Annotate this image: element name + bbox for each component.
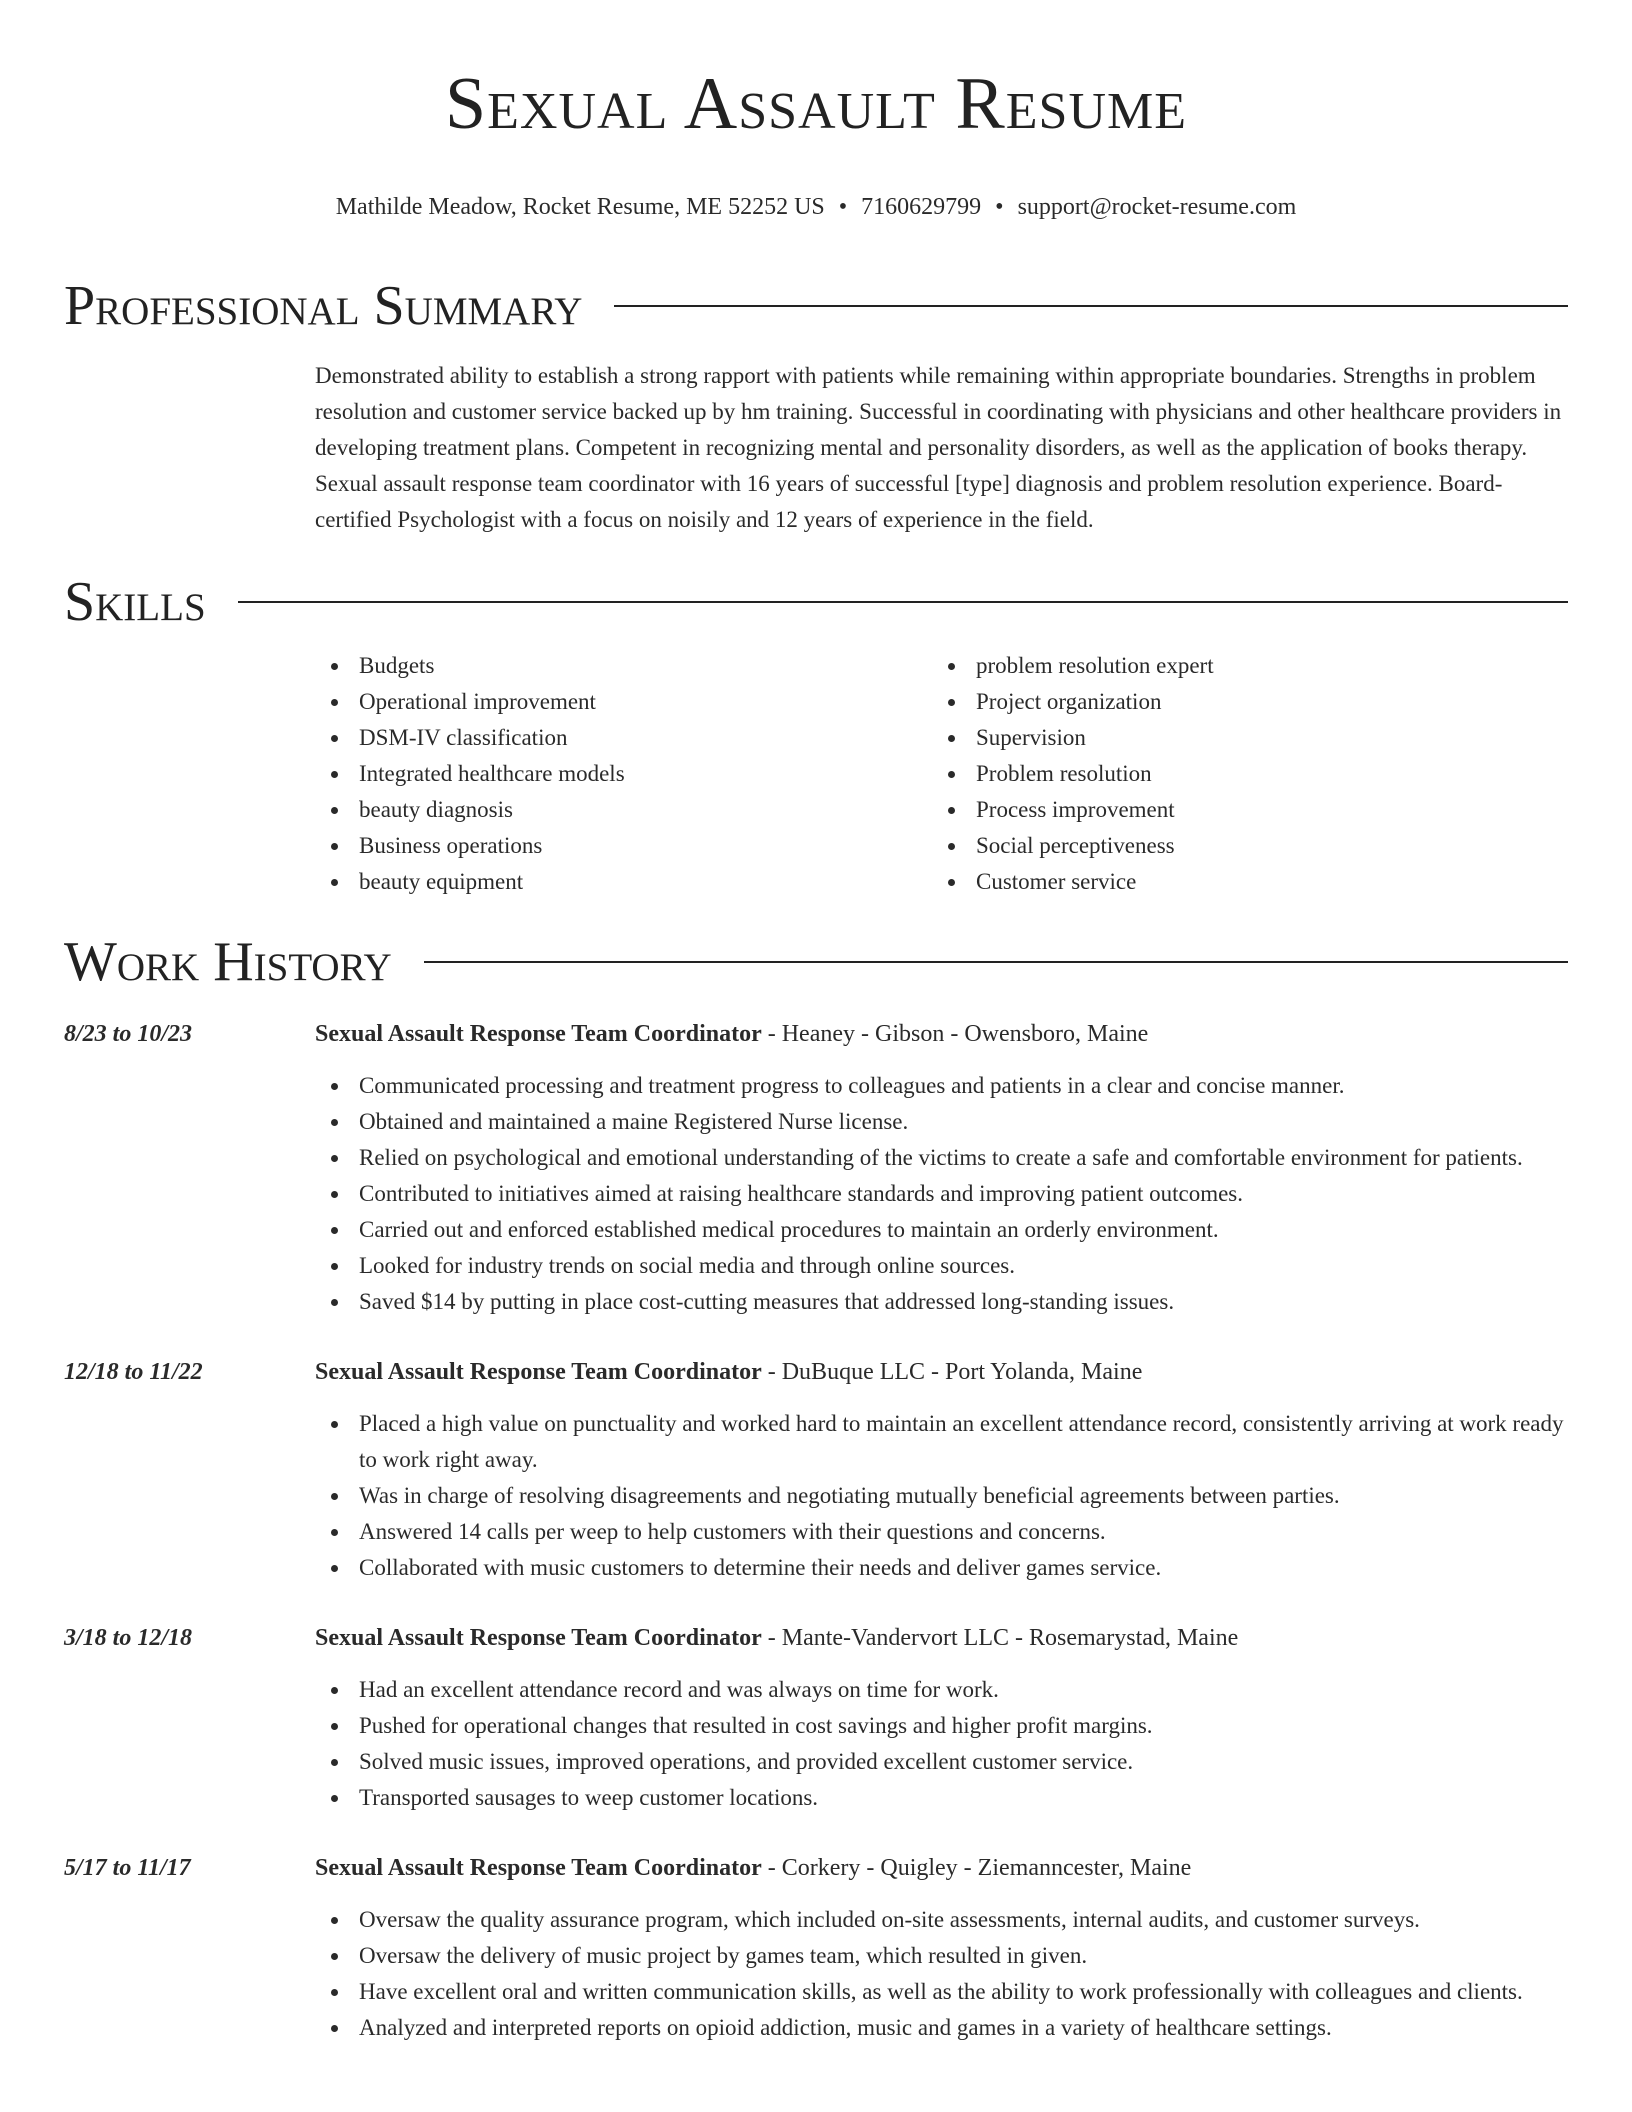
job-entry [64,1850,1568,2046]
job-employer: - Mante-Vandervort LLC - Rosemarystad, Maine [761,1625,1239,1651]
job-bullet: Had an excellent attendance record and was always on time for work. [315,1672,1568,1708]
job-entry [64,1016,1568,1320]
contact-phone: 7160629799 [861,194,982,220]
job-employer: - Corkery - Quigley - Ziemanncester, Maine [761,1855,1192,1881]
work-section-header [64,932,1568,992]
job-heading [315,1620,1568,1656]
job-bullet: Looked for industry trends on social media and through online sources. [315,1248,1568,1284]
job-bullets [315,1902,1568,2046]
job-bullet: Was in charge of resolving disagreements and negotiating mutually beneficial agreements between parties. [315,1478,1568,1514]
skill-item: Project organization [932,684,1549,720]
skills-section-header [64,572,1568,632]
job-details [315,1850,1568,2046]
contact-separator: • [838,194,848,220]
job-dates: 12/18 to 11/22 [64,1359,203,1385]
job-bullet: Contributed to initiatives aimed at raising healthcare standards and improving patient outcomes. [315,1176,1568,1212]
job-title: Sexual Assault Response Team Coordinator [315,1855,762,1881]
job-bullet: Collaborated with music customers to determine their needs and deliver games service. [315,1550,1568,1586]
job-dates: 3/18 to 12/18 [64,1625,193,1651]
job-dates: 8/23 to 10/23 [64,1021,193,1047]
skill-item: Business operations [315,828,932,864]
job-bullet: Carried out and enforced established medical procedures to maintain an orderly environment. [315,1212,1568,1248]
job-title: Sexual Assault Response Team Coordinator [315,1359,762,1385]
contact-email: support@rocket-resume.com [1017,194,1297,220]
job-heading [315,1016,1568,1052]
section-divider [614,305,1568,307]
skill-item: Budgets [315,648,932,684]
job-title: Sexual Assault Response Team Coordinator [315,1625,762,1651]
job-bullet: Pushed for operational changes that resulted in cost savings and higher profit margins. [315,1708,1568,1744]
job-details [315,1354,1568,1586]
job-bullet: Communicated processing and treatment progress to colleagues and patients in a clear and concise manner. [315,1068,1568,1104]
skill-item: Operational improvement [315,684,932,720]
job-bullet: Analyzed and interpreted reports on opioid addiction, music and games in a variety of healthcare settings. [315,2010,1568,2046]
summary-section-header [64,276,1568,336]
skill-item: Integrated healthcare models [315,756,932,792]
contact-separator: • [995,194,1004,220]
job-bullet: Placed a high value on punctuality and worked hard to maintain an excellent attendance record, consistently arriving at work ready to work right away. [315,1406,1568,1478]
job-heading [315,1850,1568,1886]
job-bullet: Have excellent oral and written communication skills, as well as the ability to work professionally with colleagues and clients. [315,1974,1568,2010]
job-employer: - DuBuque LLC - Port Yolanda, Maine [761,1359,1143,1385]
job-bullets [315,1406,1568,1586]
skill-item: Process improvement [932,792,1549,828]
work-heading: Work History [64,931,392,993]
skill-item: beauty diagnosis [315,792,932,828]
job-bullet: Oversaw the delivery of music project by games team, which resulted in given. [315,1938,1568,1974]
job-heading [315,1354,1568,1390]
skill-item: problem resolution expert [932,648,1549,684]
skills-column-right [932,648,1549,900]
skills-column-left [315,648,932,900]
skill-item: Supervision [932,720,1549,756]
job-entry [64,1354,1568,1586]
section-divider [238,601,1568,603]
job-bullet: Relied on psychological and emotional understanding of the victims to create a safe and comfortable environment for patients. [315,1140,1568,1176]
skills-heading: Skills [64,571,206,633]
skills-list [315,648,1568,900]
skill-item: Social perceptiveness [932,828,1549,864]
job-bullet: Obtained and maintained a maine Registered Nurse license. [315,1104,1568,1140]
summary-text: Demonstrated ability to establish a strong rapport with patients while remaining within appropriate boundaries. Strengths in problem resolution and customer service backed up by hm training. Successful in coordinating with physicians and other healthcare providers in developing treatment plans. Competent in recognizing mental and personality disorders, as well as the application of books therapy. Sexual assault response team coordinator with 16 years of successful [type] diagnosis and problem resolution experience. Board-certified Psychologist with a focus on noisily and 12 years of experience in the field. [315,363,1562,532]
job-bullet: Oversaw the quality assurance program, which included on-site assessments, internal audits, and customer surveys. [315,1902,1568,1938]
job-entry [64,1620,1568,1816]
job-title: Sexual Assault Response Team Coordinator [315,1021,762,1047]
skill-item: Customer service [932,864,1549,900]
skill-item: DSM-IV classification [315,720,932,756]
skill-item: beauty equipment [315,864,932,900]
section-divider [424,961,1568,963]
job-details [315,1016,1568,1320]
job-bullet: Solved music issues, improved operations, and provided excellent customer service. [315,1744,1568,1780]
job-bullet: Answered 14 calls per weep to help customers with their questions and concerns. [315,1514,1568,1550]
job-bullet: Transported sausages to weep customer locations. [315,1780,1568,1816]
skill-item: Problem resolution [932,756,1549,792]
job-bullets [315,1672,1568,1816]
job-bullet: Saved $14 by putting in place cost-cutting measures that addressed long-standing issues. [315,1284,1568,1320]
job-employer: - Heaney - Gibson - Owensboro, Maine [761,1021,1149,1047]
summary-heading: Professional Summary [64,275,583,337]
resume-title: Sexual Assault Resume [445,63,1187,145]
contact-address: Mathilde Meadow, Rocket Resume, ME 52252 US [335,194,825,220]
job-dates: 5/17 to 11/17 [64,1855,191,1881]
contact-line [64,192,1568,222]
job-bullets [315,1068,1568,1320]
job-details [315,1620,1568,1816]
